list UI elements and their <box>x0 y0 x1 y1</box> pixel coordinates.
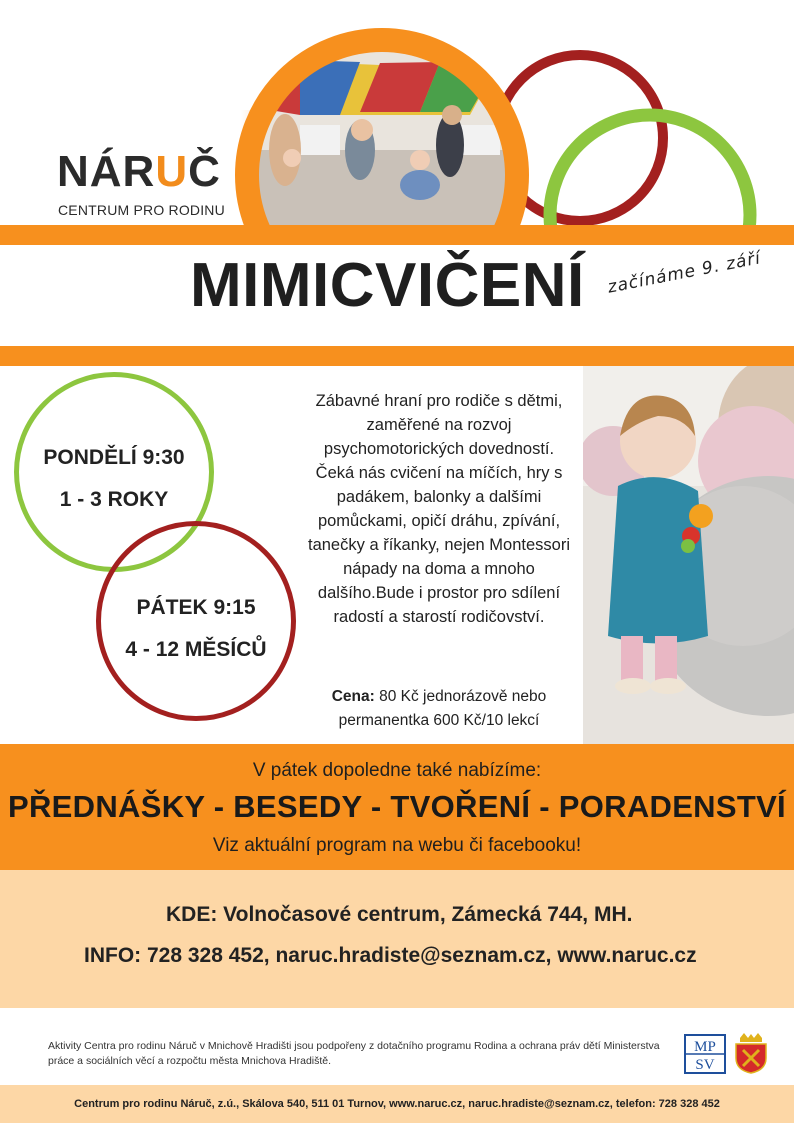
program-note: Viz aktuální program na webu či facebooku! <box>212 835 582 856</box>
friday-age: 4 - 12 MĚSÍCŮ <box>125 638 267 661</box>
page-title: MIMICVIČENÍ <box>190 251 585 320</box>
orange-divider-top <box>0 225 794 245</box>
logo-swirl: U <box>155 147 189 196</box>
price-text: 80 Kč jednorázově nebo permanentka 600 Kč/10 lekcí <box>338 688 547 729</box>
friday-activities: PŘEDNÁŠKY - BESEDY - TVOŘENÍ - PORADENSTVÍ <box>8 789 786 824</box>
friday-circle <box>96 521 296 721</box>
logo-word-part1: NÁR <box>57 147 156 196</box>
contact-info: INFO: 728 328 452, naruc.hradiste@seznam.cz, www.naruc.cz <box>84 944 697 967</box>
logo-subtitle: CENTRUM PRO RODINU <box>58 202 225 218</box>
child-photo <box>583 366 794 744</box>
funding-note: Aktivity Centra pro rodinu Náruč v Mnichově Hradišti jsou podpořeny z dotačního programu Rodina a ochrana práv dětí Ministerstva práce a sociálních věcí a rozpočtu města Mnichova Hradiště. <box>48 1040 660 1067</box>
mpsv-logo-line1: MP <box>694 1039 716 1055</box>
contact-panel <box>0 870 794 1008</box>
start-note: začínáme 9. září <box>606 248 763 298</box>
mpsv-logo-line2: SV <box>695 1057 715 1073</box>
footer-text: Centrum pro rodinu Náruč, z.ú., Skálova 540, 511 01 Turnov, www.naruc.cz, naruc.hradiste@seznam.cz, telefon: 728 328 452 <box>74 1098 720 1110</box>
price-info <box>306 685 572 733</box>
mpsv-logo <box>684 1034 726 1074</box>
monday-age: 1 - 3 ROKY <box>59 488 169 511</box>
activity-description: Zábavné hraní pro rodiče s dětmi, zaměřené na rozvoj psychomotorických dovedností. Čeká nás cvičení na míčích, hry s padákem, balonky a dalšími pomůckami, opičí dráhu, zpívání, tanečky a říkanky, nejen Montessori nápady na doma a mnoho dalšího.Bude i prostor pro sdílení radostí a starostí rodičovství. <box>308 392 570 626</box>
monday-time: PONDĚLÍ 9:30 <box>43 446 185 469</box>
friday-intro: V pátek dopoledne také nabízíme: <box>252 760 542 781</box>
logo-wordmark <box>57 147 221 196</box>
price-label: Cena: <box>331 688 375 705</box>
location-text: KDE: Volnočasové centrum, Zámecká 744, MH. <box>166 903 633 926</box>
orange-divider-middle <box>0 346 794 366</box>
friday-time: PÁTEK 9:15 <box>136 596 256 619</box>
logo-word-part3: Č <box>188 147 221 196</box>
town-crest-icon <box>734 1032 768 1074</box>
